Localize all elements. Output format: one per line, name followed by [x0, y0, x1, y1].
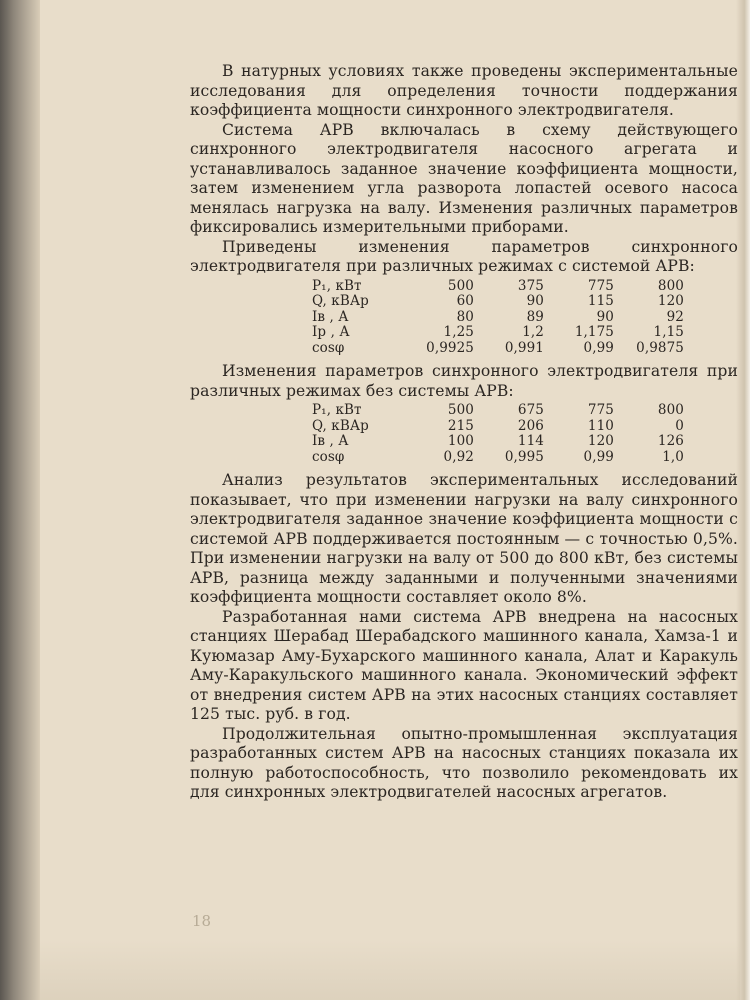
table-with-arv [312, 279, 692, 357]
cell: 0,991 [504, 339, 544, 356]
cell: 0,99 [583, 339, 614, 356]
page-bottom-shade [40, 940, 740, 1000]
cell: 80 [456, 308, 474, 325]
row-label: Iв , А [312, 433, 349, 449]
cell: 1,0 [662, 448, 684, 465]
cell: 775 [587, 402, 614, 418]
cell: 0,9875 [636, 339, 684, 356]
cell: 675 [517, 402, 544, 418]
cell: 375 [517, 277, 544, 294]
cell: 800 [657, 277, 684, 294]
cell: 775 [587, 277, 614, 294]
cell: 1,15 [653, 324, 684, 340]
cell: 215 [447, 417, 474, 434]
table-row [312, 294, 692, 310]
table-row [312, 450, 692, 466]
cell: 500 [447, 402, 474, 418]
table-row [312, 310, 692, 326]
paragraph: Продолжительная опытно-промышленная эксплуатация разработанных систем АРВ на насосных станциях показала их полную работоспособность, что позволило рекомендовать их для синхронных электродвигателей насосных агрегатов. [190, 724, 738, 801]
paragraph: Приведены изменения параметров синхронного электродвигателя при различных режимах с системой АРВ: [190, 237, 738, 275]
page-number: 18 [192, 912, 212, 930]
cell: 92 [666, 308, 684, 325]
page-text [190, 62, 738, 803]
cell: 100 [447, 433, 474, 449]
table-without-arv [312, 403, 692, 465]
paragraph: Разработанная нами система АРВ внедрена на насосных станциях Шерабад Шерабадского машинного канала, Хамза-1 и Куюмазар Аму-Бухарского машинного канала, Алат и Каракуль Аму-Каракульского машинного канала. Экономический эффект от внедрения систем АРВ на этих насосных станциях составляет 125 тыс. руб. в год. [190, 607, 738, 723]
cell: 120 [587, 433, 614, 449]
spine-shadow [0, 0, 40, 1000]
cell: 110 [587, 417, 614, 434]
cell: 0,99 [583, 448, 614, 465]
cell: 206 [517, 417, 544, 434]
row-label: Iр , А [312, 324, 350, 340]
row-label: cosφ [312, 339, 345, 356]
cell: 0,92 [443, 448, 474, 465]
cell: 114 [517, 433, 544, 449]
table-row [312, 403, 692, 419]
cell: 126 [657, 433, 684, 449]
cell: 115 [587, 293, 614, 309]
cell: 0,9925 [426, 339, 474, 356]
table-row [312, 341, 692, 357]
cell: 0,995 [504, 448, 544, 465]
cell: 89 [526, 308, 544, 325]
cell: 1,175 [574, 324, 614, 340]
cell: 1,2 [522, 324, 544, 340]
cell: 1,25 [443, 324, 474, 340]
paragraph: В натурных условиях также проведены экспериментальные исследования для определения точности поддержания коэффициента мощности синхронного электродвигателя. [190, 62, 738, 119]
table-row [312, 419, 692, 435]
paragraph: Изменения параметров синхронного электродвигателя при различных режимах без системы АРВ: [190, 362, 738, 400]
page-edge [736, 0, 750, 1000]
cell: 90 [596, 308, 614, 325]
row-label: Iв , А [312, 308, 349, 325]
cell: 120 [657, 293, 684, 309]
table-row [312, 434, 692, 450]
row-label: cosφ [312, 448, 345, 465]
cell: 800 [657, 402, 684, 418]
cell: 500 [447, 277, 474, 294]
row-label: Q, кВАр [312, 417, 369, 434]
paragraph: Система АРВ включалась в схему действующего синхронного электродвигателя насосного агрегата и устанавливалось заданное значение коэффициента мощности, затем изменением угла разворота лопастей осевого насоса менялась нагрузка на валу. Изменения различных параметров фиксировались измерительными приборами. [190, 120, 738, 236]
row-label: P₁, кВт [312, 277, 362, 294]
cell: 90 [526, 293, 544, 309]
paragraph: Анализ результатов экспериментальных исследований показывает, что при изменении нагрузки на валу синхронного электродвигателя заданное значение коэффициента мощности с системой АРВ поддерживается постоянным — с точностью 0,5%. При изменении нагрузки на валу от 500 до 800 кВт, без системы АРВ, разница между заданными и полученными значениями коэффициента мощности составляет около 8%. [190, 471, 738, 606]
cell: 60 [456, 293, 474, 309]
row-label: P₁, кВт [312, 402, 362, 418]
row-label: Q, кВАр [312, 293, 369, 309]
table-row [312, 325, 692, 341]
table-row [312, 279, 692, 295]
cell: 0 [675, 417, 684, 434]
